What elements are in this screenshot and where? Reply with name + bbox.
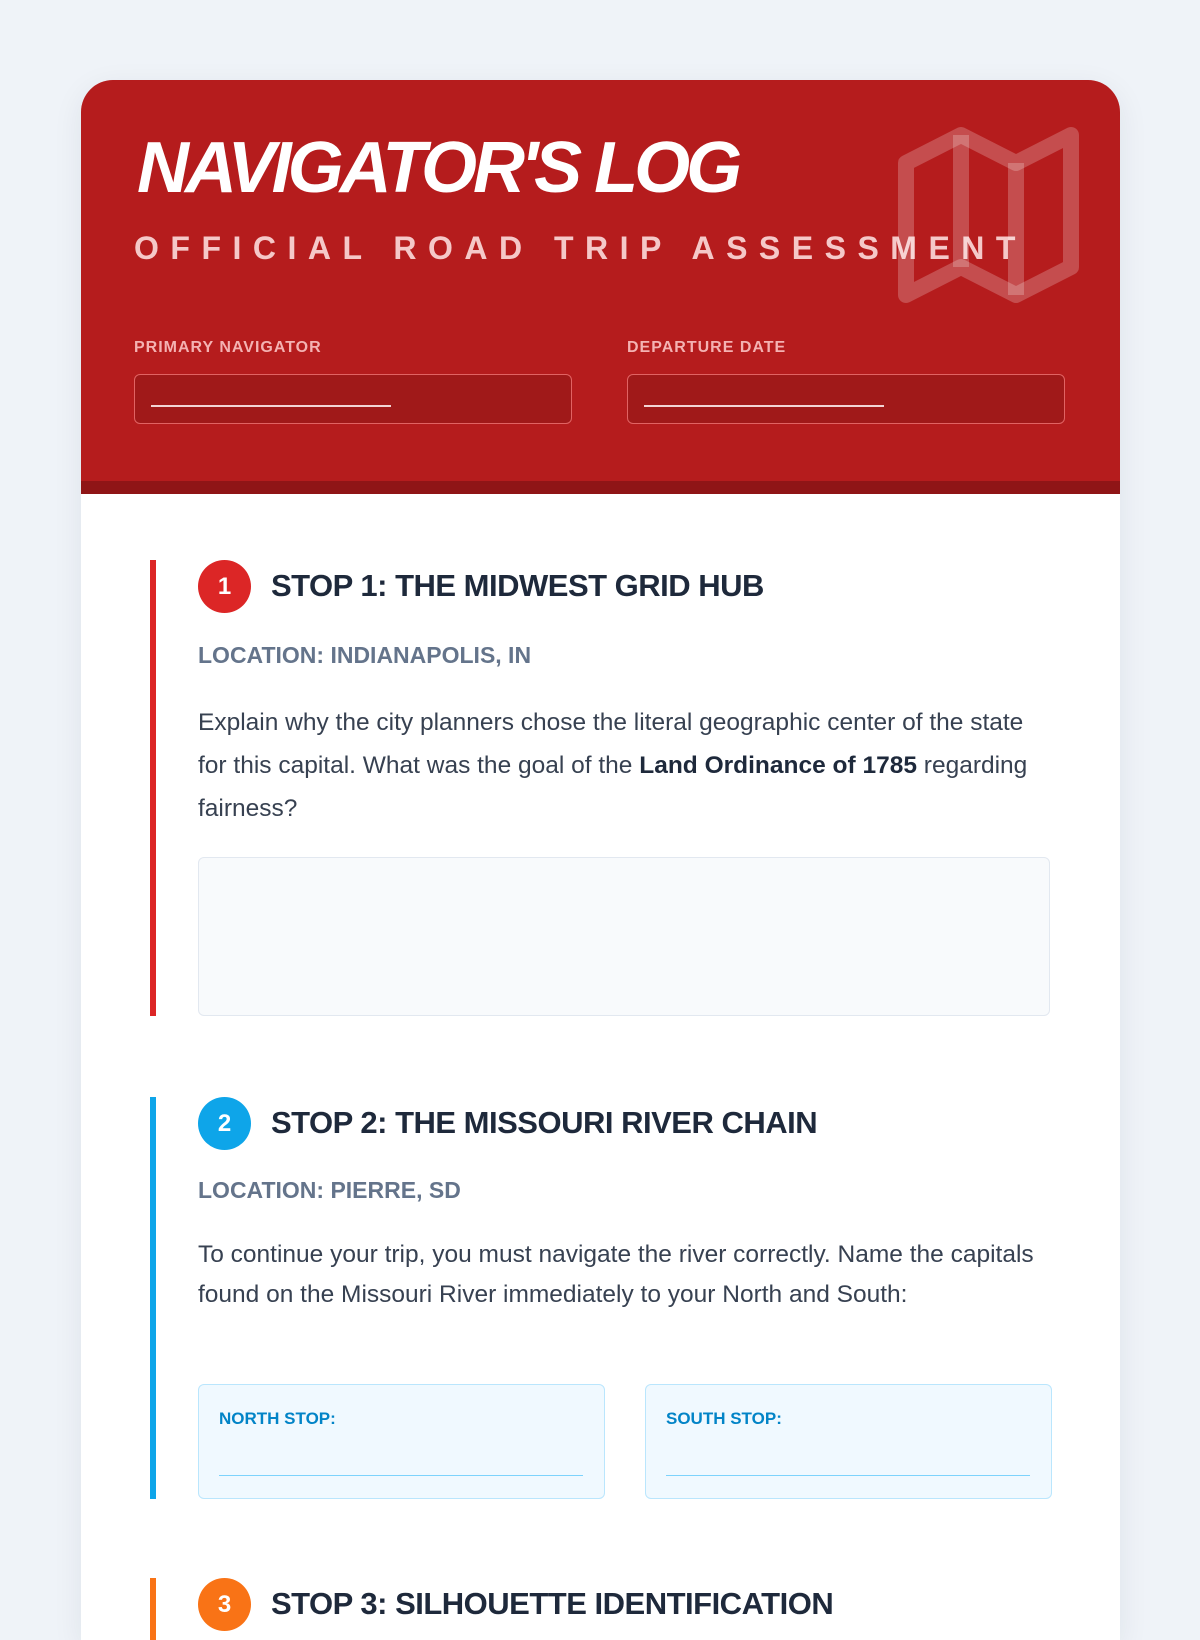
header-divider xyxy=(81,481,1120,494)
stop-1-answer-box[interactable] xyxy=(198,857,1050,1016)
south-stop-box[interactable] xyxy=(645,1384,1052,1499)
stop-3-title: STOP 3: SILHOUETTE IDENTIFICATION xyxy=(271,1586,834,1621)
departure-date-field[interactable] xyxy=(627,374,1065,424)
stop-2-location: LOCATION: PIERRE, SD xyxy=(198,1177,461,1203)
primary-navigator-label: PRIMARY NAVIGATOR xyxy=(134,339,322,356)
stop-1-number-badge: 1 xyxy=(198,560,251,613)
stop-1-location: LOCATION: INDIANAPOLIS, IN xyxy=(198,642,532,668)
assessment-card xyxy=(81,80,1120,1640)
question-text: Explain why the city planners chose the literal geographic center of the state for this capital. What was the goal of the xyxy=(198,709,1024,779)
primary-navigator-field[interactable] xyxy=(134,374,572,424)
page-subtitle: OFFICIAL ROAD TRIP ASSESSMENT xyxy=(134,230,1027,266)
north-stop-box[interactable] xyxy=(198,1384,605,1499)
question-text-end: regarding fairness? xyxy=(198,752,1028,822)
stop-1-question xyxy=(198,701,1048,830)
departure-date-label: DEPARTURE DATE xyxy=(627,339,787,356)
page-title: NAVIGATOR'S LOG xyxy=(137,128,739,208)
north-stop-answer-line[interactable] xyxy=(219,1475,583,1476)
south-stop-answer-line[interactable] xyxy=(666,1475,1030,1476)
stop-2-section xyxy=(150,1097,1034,1499)
stop-1-title: STOP 1: THE MIDWEST GRID HUB xyxy=(271,568,764,603)
stop-3-number-badge: 3 xyxy=(198,1578,251,1631)
fill-in-line xyxy=(151,405,391,407)
stop-2-number-badge: 2 xyxy=(198,1097,251,1150)
folded-map-icon xyxy=(896,125,1081,305)
stop-3-section xyxy=(150,1578,834,1640)
north-stop-label: NORTH STOP: xyxy=(219,1409,336,1428)
south-stop-label: SOUTH STOP: xyxy=(666,1409,782,1428)
stop-2-question: To continue your trip, you must navigate the river correctly. Name the capitals found on the Missouri River immediately to your North and South: xyxy=(198,1241,1034,1308)
stop-2-title: STOP 2: THE MISSOURI RIVER CHAIN xyxy=(271,1105,818,1140)
stop-1-section xyxy=(150,560,1028,1016)
question-emphasis: Land Ordinance of 1785 xyxy=(639,752,917,779)
header xyxy=(81,80,1120,481)
fill-in-line xyxy=(644,405,884,407)
